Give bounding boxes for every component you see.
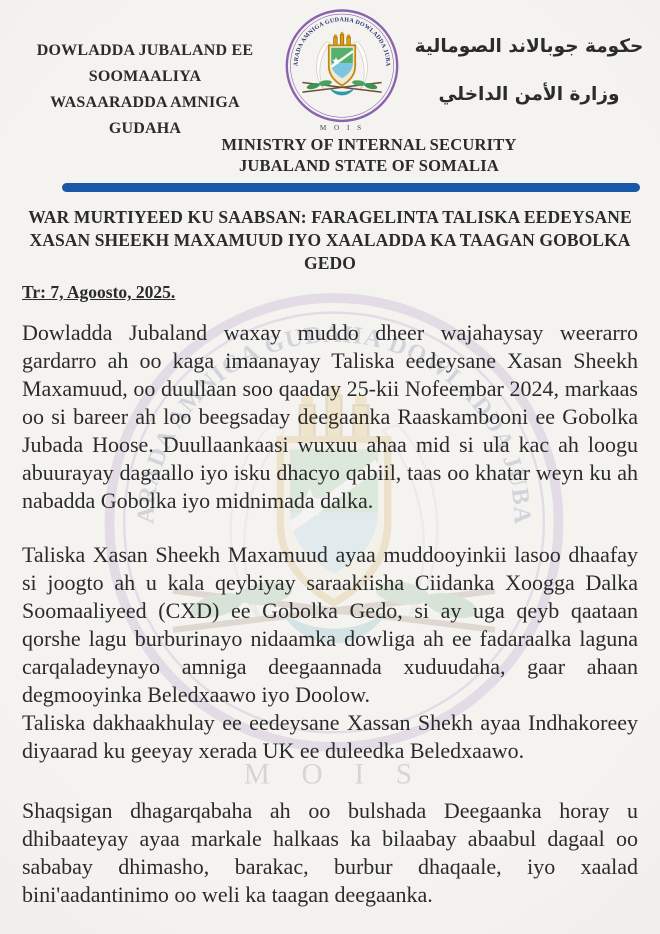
org-line: WASAARADDA AMNIGA GUDAHA	[50, 94, 240, 137]
arabic-line: وزارة الأمن الداخلي	[438, 84, 620, 105]
ministry-line: MINISTRY OF INTERNAL SECURITY	[221, 135, 517, 154]
arabic-line: حكومة جوبالاند الصومالية	[414, 36, 644, 57]
org-name-arabic	[406, 26, 652, 105]
paragraph: Taliska dakhaakhulay ee eedeysane Xassan Shekh ayaa Indhakoreey diyaarad ku geeyay xerada UK ee duleedka Beledxaawo.	[22, 710, 638, 763]
paragraph: Taliska Xasan Sheekh Maxamuud ayaa muddooyinkii lasoo dhaafay si joogto ah u kala qeybiyay saraakiisha Ciidanka Xoogga Dalka Soomaaliyeed (CXD) ee Gobolka Gedo, si ay uga qeyb qaataan qorshe lagu burburinayo nidaamka dowliga ah ee fadaraalka laguna carqaladeynayo amniga deegaannada xuduudaha, gaar ahaan degmooyinka Beledxaawo iyo Doolow.	[22, 542, 638, 707]
org-name-somali	[16, 26, 274, 142]
org-line: DOWLADDA JUBALAND EE	[36, 42, 254, 59]
document-body	[22, 319, 638, 909]
paragraph: Shaqsigan dhagarqabaha ah oo bulshada Deegaanka horay u dhibaateyay ayaa markale halkaas ka bilaabay abaabul dagaal oo sababay dhimasho, barakac, burbur dhaqaale, iyo xaalad bini'aadantinimo oo weli ka taagan deegaanka.	[22, 798, 638, 907]
org-line: SOOMAALIYA	[88, 68, 202, 85]
document-title: WAR MURTIYEED KU SAABSAN: FARAGELINTA TALISKA EEDEYSANE XASAN SHEEKH MAXAMUUD IYO XAALADDA KA TAAGAN GOBOLKA GEDO	[28, 207, 632, 273]
ministry-line: JUBALAND STATE OF SOMALIA	[238, 156, 500, 175]
paragraph: Dowladda Jubaland waxay muddo dheer wajahaysay weerarro gardarro ah oo kaga imaanayay Taliska eedeysane Xasan Sheekh Maxamuud, oo duullaan soo qaaday 25-kii Nofeembar 2024, markaas oo si bareer ah loo beegsaday deegaanka Raaskambooni ee Gobolka Jubada Hoose. Duullaankaasi wuxuu ahaa mid si ula kac ah loogu abuurayay dagaallo iyo isku dhacyo qabiil, taas oo khatar weyn ku ah nabadda Gobolka iyo midnimada dalka.	[22, 320, 638, 513]
dateline: Tr: 7, Agoosto, 2025.	[22, 282, 176, 302]
letterhead	[0, 0, 660, 142]
ministry-seal-icon	[282, 8, 402, 138]
blue-divider-bar	[62, 183, 640, 192]
